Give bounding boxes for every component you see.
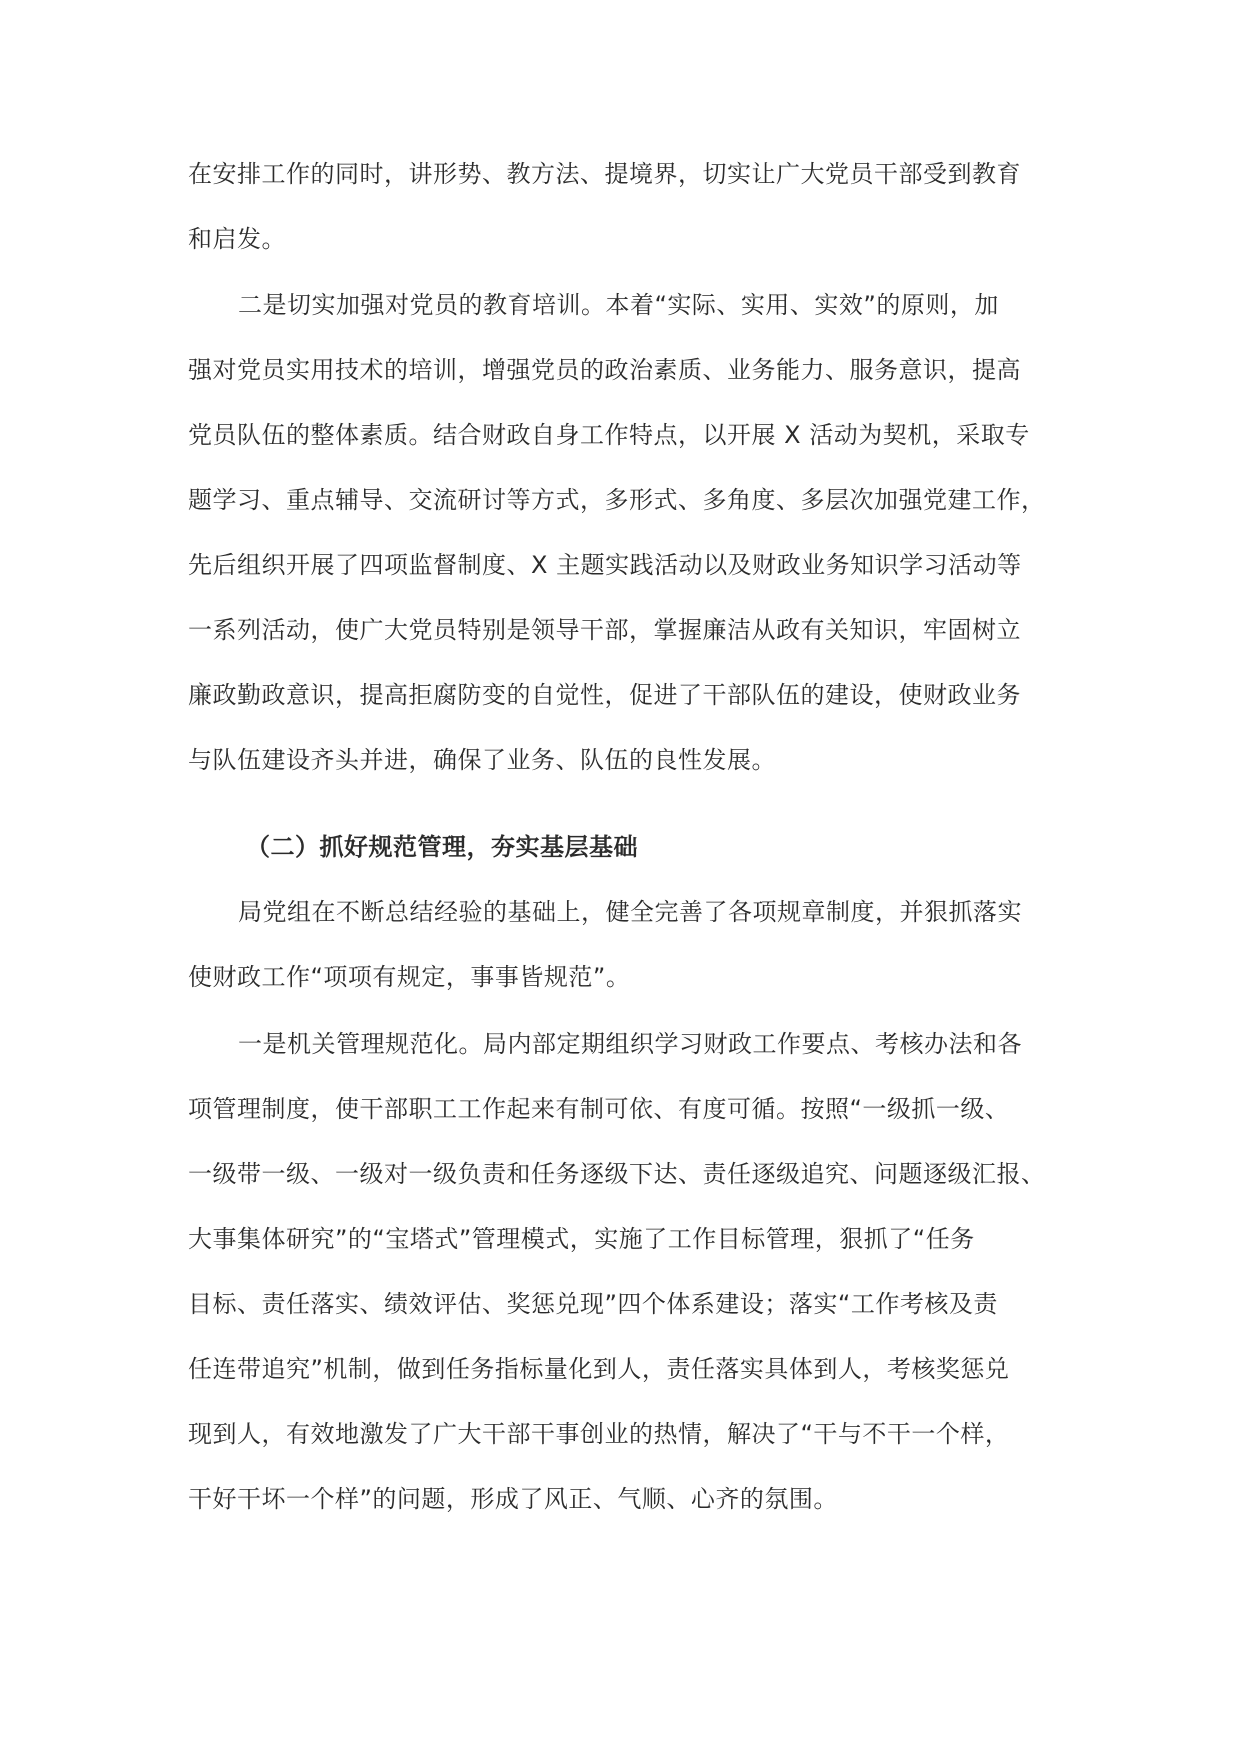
- text-line: 一级带一级、一级对一级负责和任务逐级下达、责任逐级追究、问题逐级汇报、: [188, 1160, 1046, 1188]
- text-line: 局党组在不断总结经验的基础上，健全完善了各项规章制度，并狠抓落实: [238, 898, 1022, 926]
- text-line: 任连带追究”机制，做到任务指标量化到人，责任落实具体到人，考核奖惩兑: [188, 1355, 1010, 1383]
- text-line: 和启发。: [188, 225, 286, 253]
- text-line: 题学习、重点辅导、交流研讨等方式，多形式、多角度、多层次加强党建工作，: [188, 486, 1046, 514]
- text-line: 党员队伍的整体素质。结合财政自身工作特点，以开展 X 活动为契机，采取专: [188, 421, 1030, 449]
- paragraph-training: [188, 273, 1088, 793]
- section-heading: （二）抓好规范管理，夯实基层基础: [246, 833, 638, 861]
- text-line: 使财政工作“项项有规定，事事皆规范”。: [188, 963, 631, 991]
- text-line: 一是机关管理规范化。局内部定期组织学习财政工作要点、考核办法和各: [238, 1030, 1022, 1058]
- paragraph-management: [188, 1012, 1088, 1532]
- text-line: 一系列活动，使广大党员特别是领导干部，掌握廉洁从政有关知识，牢固树立: [188, 616, 1021, 644]
- paragraph-rules: [188, 880, 1088, 1010]
- text-line: 在安排工作的同时，讲形势、教方法、提境界，切实让广大党员干部受到教育: [188, 160, 1021, 188]
- text-line: 二是切实加强对党员的教育培训。本着“实际、实用、实效”的原则，加: [238, 291, 999, 319]
- text-line: 大事集体研究”的“宝塔式”管理模式，实施了工作目标管理，狠抓了“任务: [188, 1225, 975, 1253]
- text-line: 现到人，有效地激发了广大干部干事创业的热情，解决了“干与不干一个样，: [188, 1420, 1010, 1448]
- text-line: 先后组织开展了四项监督制度、X 主题实践活动以及财政业务知识学习活动等: [188, 551, 1022, 579]
- text-line: 干好干坏一个样”的问题，形成了风正、气顺、心齐的氛围。: [188, 1485, 838, 1513]
- paragraph-continuation: [188, 142, 1088, 272]
- text-line: 与队伍建设齐头并进，确保了业务、队伍的良性发展。: [188, 746, 776, 774]
- text-line: 项管理制度，使干部职工工作起来有制可依、有度可循。按照“一级抓一级、: [188, 1095, 1010, 1123]
- section-heading-block: [188, 815, 1088, 880]
- text-line: 强对党员实用技术的培训，增强党员的政治素质、业务能力、服务意识，提高: [188, 356, 1021, 384]
- text-line: 目标、责任落实、绩效评估、奖惩兑现”四个体系建设；落实“工作考核及责: [188, 1290, 998, 1318]
- text-line: 廉政勤政意识，提高拒腐防变的自觉性，促进了干部队伍的建设，使财政业务: [188, 681, 1021, 709]
